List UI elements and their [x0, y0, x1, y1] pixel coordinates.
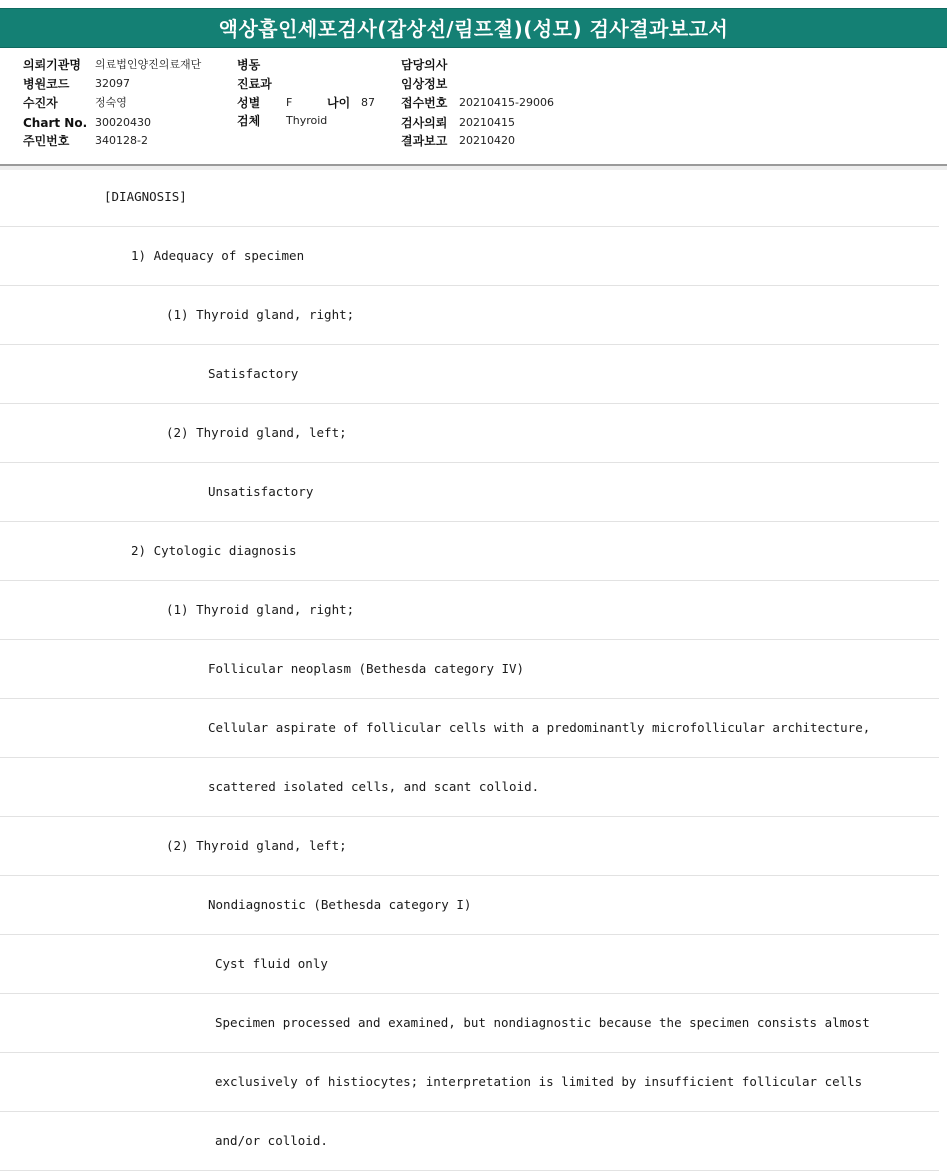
result-line: and/or colloid.	[215, 1133, 328, 1148]
report-row	[0, 227, 939, 286]
resident-no-value: 340128-2	[95, 134, 148, 147]
report-date-value: 20210420	[459, 134, 515, 147]
report-title: 액상흡인세포검사(갑상선/림프절)(성모) 검사결과보고서	[218, 17, 729, 41]
report-row	[0, 345, 939, 404]
resident-no-label: 주민번호	[23, 134, 70, 148]
report-row	[0, 994, 939, 1053]
institution-label: 의뢰기관명	[23, 58, 81, 72]
department-label: 진료과	[237, 77, 272, 91]
specimen-label: 검체	[237, 114, 261, 128]
ward-label: 병동	[237, 58, 261, 72]
report-title-bar	[0, 8, 947, 48]
request-date-value: 20210415	[459, 116, 515, 129]
sex-label: 성별	[237, 96, 261, 110]
chart-no-label: Chart No.	[23, 116, 88, 130]
age-value: 87	[361, 96, 375, 109]
subsection-heading: (2) Thyroid gland, left;	[166, 838, 347, 853]
result-line: Satisfactory	[208, 366, 299, 381]
report-date-label: 결과보고	[401, 134, 448, 148]
chart-no-value: 30020430	[95, 116, 151, 129]
clinical-info-label: 임상정보	[401, 77, 448, 91]
section-heading: 1) Adequacy of specimen	[131, 248, 305, 263]
result-line: exclusively of histiocytes; interpretation is limited by insufficient follicular cells	[215, 1074, 863, 1089]
patient-name-label: 수진자	[23, 96, 58, 110]
section-heading: 2) Cytologic diagnosis	[131, 543, 297, 558]
patient-info-panel	[0, 48, 947, 163]
result-line: Cyst fluid only	[215, 956, 328, 971]
subsection-heading: (1) Thyroid gland, right;	[166, 602, 355, 617]
result-line: Specimen processed and examined, but nondiagnostic because the specimen consists almost	[215, 1015, 870, 1030]
report-row	[0, 699, 939, 758]
physician-label: 담당의사	[401, 58, 448, 72]
accession-no-label: 접수번호	[401, 96, 448, 110]
report-row	[0, 522, 939, 581]
report-body	[0, 168, 939, 1171]
result-line: Unsatisfactory	[208, 484, 314, 499]
report-row	[0, 935, 939, 994]
result-line: Nondiagnostic (Bethesda category I)	[208, 897, 472, 912]
report-row	[0, 758, 939, 817]
subsection-heading: (1) Thyroid gland, right;	[166, 307, 355, 322]
report-row	[0, 463, 939, 522]
hospital-code-label: 병원코드	[23, 77, 70, 91]
result-line: Follicular neoplasm (Bethesda category IV)	[208, 661, 525, 676]
request-date-label: 검사의뢰	[401, 116, 448, 130]
report-row	[0, 817, 939, 876]
sex-value: F	[286, 96, 293, 109]
report-row	[0, 404, 939, 463]
hospital-code-value: 32097	[95, 77, 130, 90]
report-row	[0, 876, 939, 935]
report-row	[0, 168, 939, 227]
result-line: Cellular aspirate of follicular cells with a predominantly microfollicular architecture,	[208, 720, 871, 735]
report-row	[0, 1112, 939, 1171]
institution-value: 의료법인양진의료재단	[95, 58, 202, 71]
report-row	[0, 1053, 939, 1112]
report-row	[0, 286, 939, 345]
patient-name-value: 정숙영	[95, 96, 127, 109]
accession-no-value: 20210415-29006	[459, 96, 554, 109]
report-row	[0, 640, 939, 699]
age-label: 나이	[327, 96, 351, 110]
result-line: scattered isolated cells, and scant colloid.	[208, 779, 540, 794]
report-row	[0, 581, 939, 640]
specimen-value: Thyroid	[286, 114, 328, 127]
diagnosis-heading: [DIAGNOSIS]	[104, 189, 187, 204]
subsection-heading: (2) Thyroid gland, left;	[166, 425, 347, 440]
